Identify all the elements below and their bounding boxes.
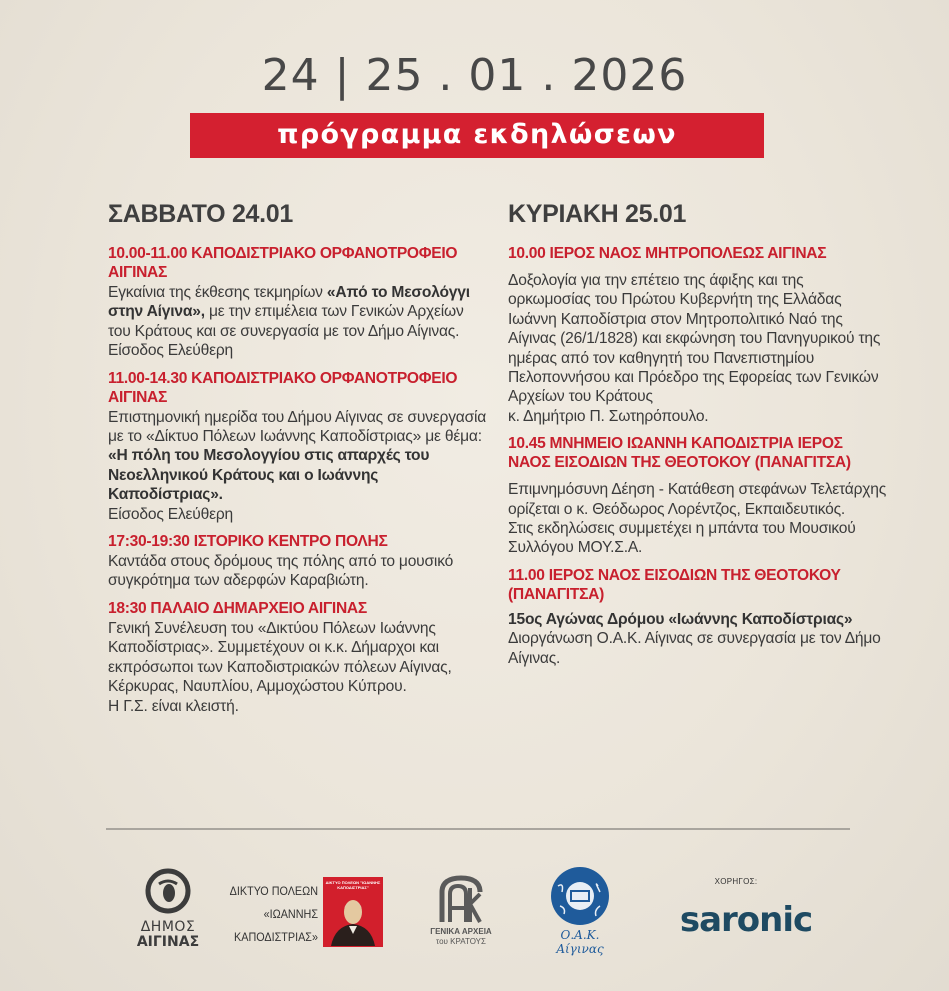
event-text: Γενική Συνέλευση του «Δικτύου Πόλεων Ιωάννης Καποδίστριας». Συμμετέχουν οι κ.κ. Δήμαρχοι και εκπρόσωποι των Καποδιστριακών πόλεων Αίγινας, Κέρκυρας, Ναυπλίου, Αμμοχώστου Κύπρου. [108,619,452,696]
network-line: ΚΑΠΟΔΙΣΤΡΙΑΣ» [234,930,318,944]
turtle-circle-icon [143,866,193,916]
gak-monogram-icon [436,874,486,924]
event-heading: 11.00 ΙΕΡΟΣ ΝΑΟΣ ΕΙΣΟΔΙΩΝ ΤΗΣ ΘΕΟΤΟΚΟΥ (ΠΑΝΑΓΙΤΣΑ) [508,566,841,603]
event-heading: 10.00-11.00 ΚΑΠΟΔΙΣΤΡΙΑΚΟ ΟΡΦΑΝΟΤΡΟΦΕΙΟ ΑΙΓΙΝΑΣ [108,245,458,281]
event-item [108,369,488,524]
oak-emblem-icon [550,866,610,926]
gak-label-line2: του ΚΡΑΤΟΥΣ [436,937,486,946]
event-item [108,244,488,361]
gak-label-line1: ΓΕΝΙΚΑ ΑΡΧΕΙΑ [430,927,492,936]
event-description: Καντάδα στους δρόμους της πόλης από το μουσικό συγκρότημα των αδερφών Καραβιώτη. [108,553,454,590]
event-title-bold: «Από το Μεσολόγγι στην Αίγινα», [108,284,470,321]
general-state-archives-logo [424,874,498,947]
day-title-saturday: ΣΑΒΒΑΤΟ 24.01 [108,200,294,228]
event-note: Στις εκδηλώσεις συμμετέχει η μπάντα του Μουσικού Συλλόγου ΜΟΥ.Σ.Α. [508,520,856,557]
event-text: με την επιμέλεια των Γενικών Αρχείων του Κράτους και σε συνεργασία με τον Δήμο Αίγινας. [108,303,464,340]
event-dates: 24 | 25 . 01 . 2026 [261,50,688,101]
event-item [108,599,488,716]
footer-divider [106,828,850,830]
event-description [508,271,888,426]
sunday-column [508,198,888,676]
kapodistrias-network-label [224,880,318,949]
event-text: Δοξολογία για την επέτειο της άφιξης και της ορκωμοσίας του Πρώτου Κυβερνήτη της Ελλάδας Ιωάννη Καποδίστρια στον Μητροπολιτικό Ναό της Αίγινας (26/1/1828) και εκφώνηση του Πανηγυρικού της ημέρας από τον καθηγητή του Πανεπιστημίου Πελοποννήσου και Πρόεδρο της Εφορείας των Γενικών Αρχείων του Κράτους [508,272,881,406]
dimos-label-line1: ΔΗΜΟΣ [140,919,196,935]
event-item [508,566,888,668]
event-item [508,434,888,558]
event-description [108,283,488,361]
network-line: «ΙΩΑΝΝΗΣ [263,907,318,921]
event-entry-note: Είσοδος Ελεύθερη [108,505,234,523]
event-heading: 17:30-19:30 ΙΣΤΟΡΙΚΟ ΚΕΝΤΡΟ ΠΟΛΗΣ [108,533,388,551]
dimos-label-line2: ΑΙΓΙΝΑΣ [136,934,200,950]
network-line: ΔΙΚΤΥΟ ΠΟΛΕΩΝ [229,884,318,898]
portrait-caption: ΔΙΚΤΥΟ ΠΟΛΕΩΝ "ΙΩΑΝΝΗΣ ΚΑΠΟΔΙΣΤΡΙΑΣ" [325,880,381,890]
saturday-column [108,198,488,724]
event-item [508,244,888,426]
sponsor-label: ΧΟΡΗΓΟΣ: [714,877,758,886]
oak-label: Ο.Α.Κ. Αίγινας [556,928,604,956]
event-heading: 10.00 ΙΕΡΟΣ ΝΑΟΣ ΜΗΤΡΟΠΟΛΕΩΣ ΑΙΓΙΝΑΣ [508,245,827,262]
event-description [508,480,888,558]
event-heading: 11.00-14.30 ΚΑΠΟΔΙΣΤΡΙΑΚΟ ΟΡΦΑΝΟΤΡΟΦΕΙΟ ΑΙΓΙΝΑΣ [108,369,458,406]
event-speaker: κ. Δημήτριο Π. Σωτηρόπουλο. [508,407,709,425]
day-title-sunday: ΚΥΡΙΑΚΗ 25.01 [508,200,687,228]
event-title-bold: 15ος Αγώνας Δρόμου «Ιωάννης Καποδίστριας» [508,610,853,628]
kapodistrias-portrait-logo [323,877,383,947]
event-heading: 10.45 ΜΝΗΜΕΙΟ ΙΩΑΝΝΗ ΚΑΠΟΔΙΣΤΡΙΑ ΙΕΡΟΣ ΝΑΟΣ ΕΙΣΟΔΙΩΝ ΤΗΣ ΘΕΟΤΟΚΟΥ (ΠΑΝΑΓΙΤΣΑ) [508,435,851,472]
event-text: Εγκαίνια της έκθεσης τεκμηρίων [108,284,327,301]
dimos-aiginas-logo [128,866,208,950]
event-entry-note: Η Γ.Σ. είναι κλειστή. [108,697,239,715]
event-description [508,610,888,668]
program-banner: πρόγραμμα εκδηλώσεων [190,113,764,158]
event-description [108,408,488,524]
event-heading: 18:30 ΠΑΛΑΙΟ ΔΗΜΑΡΧΕΙΟ ΑΙΓΙΝΑΣ [108,599,367,617]
event-entry-note: Είσοδος Ελεύθερη [108,342,234,360]
oak-aiginas-logo [540,866,620,956]
event-text: Επιμνημόσυνη Δέηση - Κατάθεση στεφάνων Τελετάρχης ορίζεται ο κ. Θεόδωρος Λορέντζος, Εκπαιδευτικός. [508,481,887,518]
event-description [108,619,488,716]
event-text: Επιστημονική ημερίδα του Δήμου Αίγινας σε συνεργασία με το «Δίκτυο Πόλεων Ιωάννης Καποδίστριας» με θέμα: [108,408,487,446]
saronic-sponsor-logo: saronic [679,900,813,940]
event-note: Διοργάνωση Ο.Α.Κ. Αίγινας σε συνεργασία με τον Δήμο Αίγινας. [508,630,881,667]
portrait-icon [323,890,383,946]
event-title-bold: «Η πόλη του Μεσολογγίου στις απαρχές του Νεοελληνικού Κράτους και ο Ιωάννης Καποδίστριας». [108,447,430,504]
event-item [108,532,488,591]
